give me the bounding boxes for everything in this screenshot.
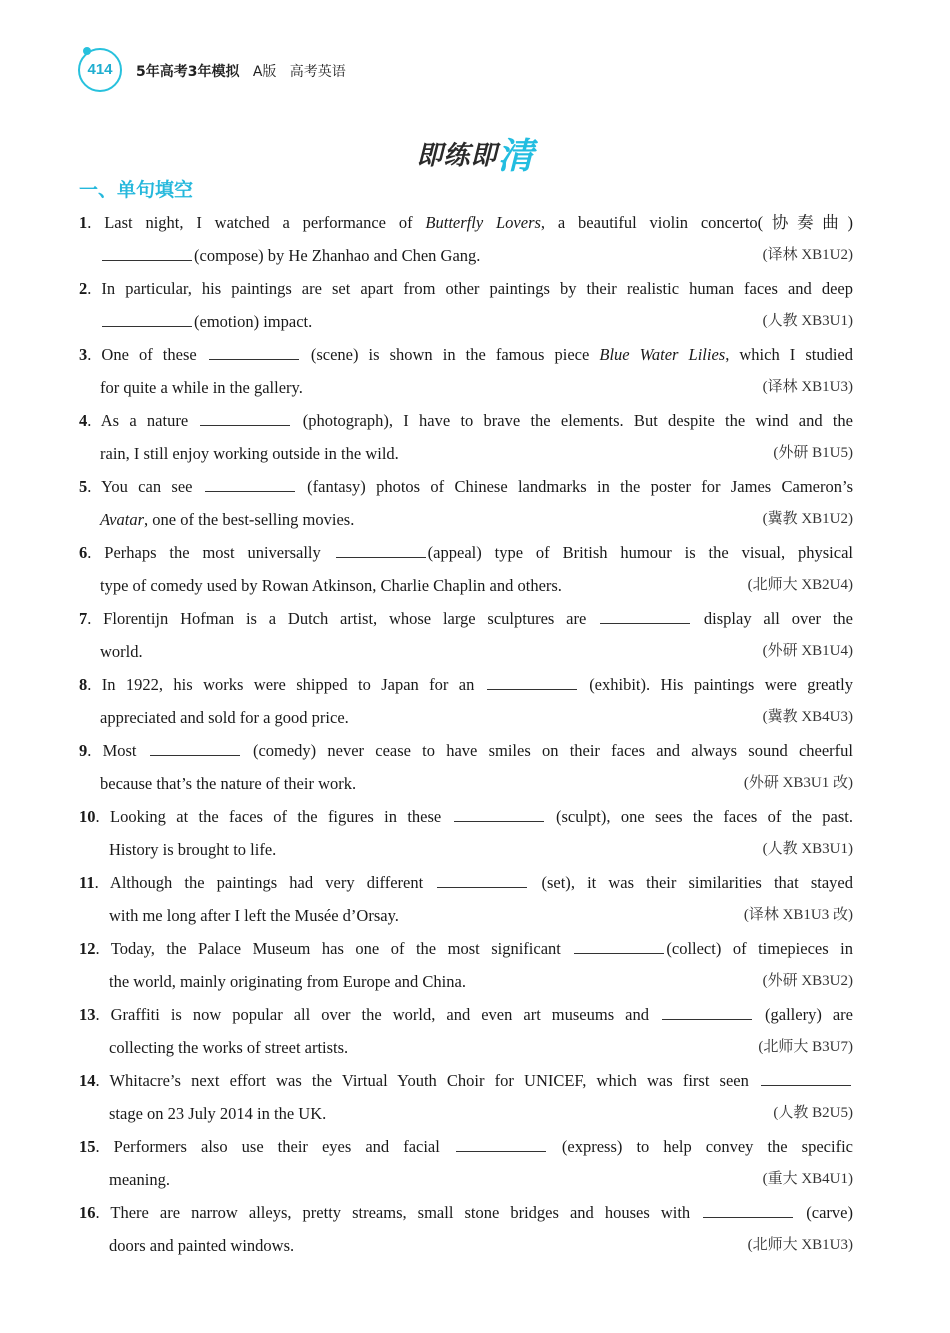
source-label: (北师大 XB2U4) xyxy=(747,577,853,593)
question-text: the world, mainly originating from Europe and China. xyxy=(109,972,466,991)
series-name: 5年高考3年模拟 xyxy=(136,64,240,80)
answer-blank[interactable] xyxy=(200,411,290,426)
source-label: (译林 XB1U3 改) xyxy=(743,907,853,923)
question-text: . His paintings were greatly xyxy=(646,675,853,694)
source-label: (外研 XB3U2) xyxy=(762,973,853,989)
question-text: . In particular, his paintings are set apart from other paintings by their realistic human faces and deep xyxy=(87,279,853,298)
question-text: stage on 23 July 2014 in the UK. xyxy=(109,1104,327,1123)
question-text: rain, I still enjoy working outside in the wild. xyxy=(100,444,399,463)
word-hint: (photograph) xyxy=(302,411,389,430)
question-number: 14 xyxy=(79,1071,96,1090)
question-number: 11 xyxy=(79,873,95,892)
question-item xyxy=(79,800,853,866)
question-text: . In 1922, his works were shipped to Japan for an xyxy=(87,675,485,694)
question-item xyxy=(79,1064,853,1130)
question-number: 12 xyxy=(79,939,96,958)
question-text: photos of Chinese landmarks in the poster for James Cameron’s xyxy=(365,477,853,496)
question-text: . One of these xyxy=(87,345,207,364)
question-text: . Last night, I watched a performance of xyxy=(87,213,426,232)
question-number: 5 xyxy=(79,477,88,496)
word-hint: (emotion) xyxy=(194,312,260,331)
answer-blank[interactable] xyxy=(205,477,295,492)
question-text: is shown in the famous piece xyxy=(358,345,600,364)
question-text: , one of the best-selling movies. xyxy=(144,510,355,529)
question-text: . Today, the Palace Museum has one of the most significant xyxy=(95,939,573,958)
source-label: (北师大 B3U7) xyxy=(758,1039,853,1055)
title-italic: Butterfly Lovers xyxy=(425,213,541,232)
question-item xyxy=(79,206,853,272)
answer-blank[interactable] xyxy=(454,807,544,822)
source-label: (冀教 XB4U3) xyxy=(762,709,853,725)
question-number: 13 xyxy=(79,1005,96,1024)
title-italic: Avatar xyxy=(100,510,144,529)
page-title xyxy=(0,128,950,179)
question-text: are xyxy=(821,1005,853,1024)
question-list xyxy=(79,206,853,1262)
word-hint: (carve) xyxy=(806,1203,853,1222)
source-label: (译林 XB1U3) xyxy=(762,379,853,395)
question-number: 9 xyxy=(79,741,88,760)
word-hint: (fantasy) xyxy=(307,477,366,496)
source-label: (人教 B2U5) xyxy=(773,1105,853,1121)
answer-blank[interactable] xyxy=(102,312,192,327)
question-item xyxy=(79,998,853,1064)
question-number: 6 xyxy=(79,543,88,562)
title-accent: 清 xyxy=(497,136,534,177)
word-hint: (express) xyxy=(561,1137,623,1156)
question-item xyxy=(79,272,853,338)
question-text: to help convey the specific xyxy=(622,1137,853,1156)
source-label: (译林 XB1U2) xyxy=(762,247,853,263)
question-text: of timepieces in xyxy=(721,939,853,958)
source-label: (冀教 XB1U2) xyxy=(762,511,853,527)
answer-blank[interactable] xyxy=(600,609,690,624)
question-text: , one sees the faces of the past. xyxy=(606,807,853,826)
question-text: . Perhaps the most universally xyxy=(87,543,334,562)
answer-blank[interactable] xyxy=(662,1005,752,1020)
source-label: (外研 B1U5) xyxy=(773,445,853,461)
answer-blank[interactable] xyxy=(102,246,192,261)
book-title xyxy=(136,61,346,81)
question-number: 8 xyxy=(79,675,88,694)
page-header xyxy=(78,48,778,96)
title-italic: Blue Water Lilies xyxy=(599,345,726,364)
question-item xyxy=(79,404,853,470)
question-text: . Graffiti is now popular all over the world, and even art museums and xyxy=(95,1005,660,1024)
source-label: (北师大 XB1U3) xyxy=(747,1237,853,1253)
source-label: (人教 XB3U1) xyxy=(762,313,853,329)
question-text: . As a nature xyxy=(87,411,199,430)
question-item xyxy=(79,734,853,800)
word-hint: (appeal) xyxy=(427,543,482,562)
question-text: , a beautiful violin concerto(协奏曲) xyxy=(540,213,853,232)
word-hint: (gallery) xyxy=(765,1005,822,1024)
word-hint: (comedy) xyxy=(252,741,317,760)
question-item xyxy=(79,1196,853,1262)
question-number: 7 xyxy=(79,609,88,628)
source-label: (外研 XB3U1 改) xyxy=(743,775,853,791)
answer-blank[interactable] xyxy=(456,1137,546,1152)
answer-blank[interactable] xyxy=(336,543,426,558)
answer-blank[interactable] xyxy=(150,741,240,756)
question-text: world. xyxy=(100,642,143,661)
page-number-badge: 414 xyxy=(78,48,122,92)
source-label: (外研 XB1U4) xyxy=(762,643,853,659)
question-text: type of British humour is the visual, physical xyxy=(481,543,853,562)
question-item xyxy=(79,668,853,734)
question-text: . Most xyxy=(87,741,148,760)
question-item xyxy=(79,932,853,998)
question-number: 10 xyxy=(79,807,96,826)
answer-blank[interactable] xyxy=(574,939,664,954)
question-item xyxy=(79,470,853,536)
question-number: 1 xyxy=(79,213,88,232)
question-text: with me long after I left the Musée d’Orsay. xyxy=(109,906,399,925)
question-text: . You can see xyxy=(87,477,203,496)
answer-blank[interactable] xyxy=(209,345,299,360)
question-text: type of comedy used by Rowan Atkinson, Charlie Chaplin and others. xyxy=(100,576,562,595)
question-text: , I have to brave the elements. But despite the wind and the xyxy=(388,411,853,430)
question-text: . Looking at the faces of the figures in these xyxy=(95,807,452,826)
word-hint: (exhibit) xyxy=(589,675,647,694)
question-text: doors and painted windows. xyxy=(109,1236,295,1255)
title-main: 即练即 xyxy=(416,141,498,171)
section-heading: 一、单句填空 xyxy=(79,179,194,201)
word-hint: (collect) xyxy=(666,939,722,958)
word-hint: (set) xyxy=(541,873,571,892)
question-text: . Whitacre’s next effort was the Virtual Youth Choir for UNICEF, which was first seen xyxy=(95,1071,759,1090)
question-number: 4 xyxy=(79,411,88,430)
subject: 高考英语 xyxy=(289,64,346,80)
question-number: 15 xyxy=(79,1137,96,1156)
word-hint: (scene) xyxy=(310,345,359,364)
question-text: impact. xyxy=(259,312,313,331)
question-text: collecting the works of street artists. xyxy=(109,1038,349,1057)
answer-blank[interactable] xyxy=(487,675,577,690)
question-text: appreciated and sold for a good price. xyxy=(100,708,349,727)
question-item xyxy=(79,338,853,404)
question-text: because that’s the nature of their work. xyxy=(100,774,357,793)
question-text: for quite a while in the gallery. xyxy=(100,378,303,397)
question-text: , it was their similarities that stayed xyxy=(570,873,853,892)
answer-blank[interactable] xyxy=(703,1203,793,1218)
question-text: , which I studied xyxy=(725,345,853,364)
question-text: . There are narrow alleys, pretty streams, small stone bridges and houses with xyxy=(95,1203,702,1222)
source-label: (人教 XB3U1) xyxy=(762,841,853,857)
answer-blank[interactable] xyxy=(437,873,527,888)
question-text: . Florentijn Hofman is a Dutch artist, whose large sculptures are xyxy=(87,609,599,628)
question-item xyxy=(79,602,853,668)
question-text: display all over the xyxy=(692,609,853,628)
word-hint: (sculpt) xyxy=(555,807,607,826)
question-text: . Although the paintings had very different xyxy=(94,873,436,892)
answer-blank[interactable] xyxy=(761,1071,851,1086)
question-number: 2 xyxy=(79,279,88,298)
question-text: . Performers also use their eyes and facial xyxy=(95,1137,454,1156)
question-item xyxy=(79,866,853,932)
question-item xyxy=(79,1130,853,1196)
edition: A版 xyxy=(252,64,277,80)
question-text: meaning. xyxy=(109,1170,170,1189)
question-number: 3 xyxy=(79,345,88,364)
question-text: never cease to have smiles on their faces and always sound cheerful xyxy=(316,741,853,760)
word-hint: (compose) xyxy=(194,246,264,265)
question-text: History is brought to life. xyxy=(109,840,277,859)
source-label: (重大 XB4U1) xyxy=(762,1171,853,1187)
question-text: by He Zhanhao and Chen Gang. xyxy=(263,246,481,265)
question-item xyxy=(79,536,853,602)
question-number: 16 xyxy=(79,1203,96,1222)
